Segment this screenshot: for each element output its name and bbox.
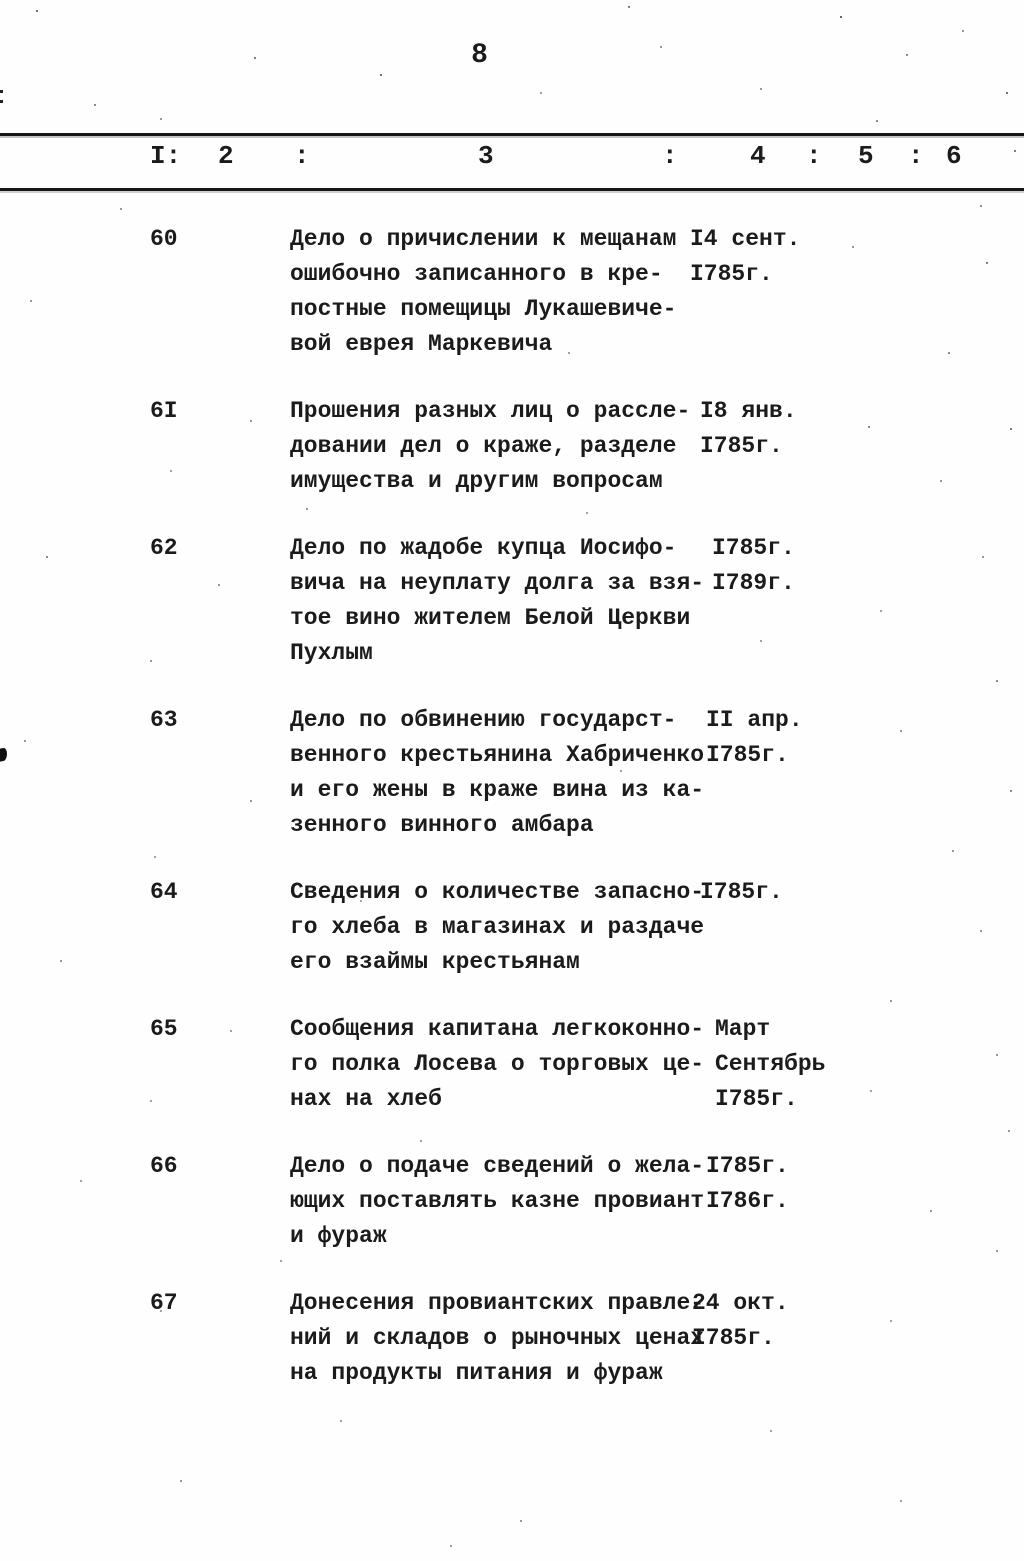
column-separator: : xyxy=(294,141,310,171)
scan-artifact xyxy=(0,90,3,93)
date-line: I785г. xyxy=(706,1153,789,1179)
date-line: I785г. xyxy=(712,535,795,561)
entry-dates xyxy=(712,531,795,601)
entry-description xyxy=(290,703,720,843)
entry-description xyxy=(290,531,720,671)
description-line: довании дел о краже, разделе xyxy=(290,433,677,459)
entry-number: 60 xyxy=(150,226,178,252)
description-line: Сообщения капитана легкоконно- xyxy=(290,1016,705,1042)
entry-description xyxy=(290,222,720,362)
date-line: 24 окт. xyxy=(692,1290,789,1316)
description-line: на продукты питания и фураж xyxy=(290,1360,663,1386)
table-row xyxy=(0,1012,1024,1117)
description-line: тое вино жителем Белой Церкви xyxy=(290,605,691,631)
description-line: и его жены в краже вина из ка- xyxy=(290,777,705,803)
table-row xyxy=(0,394,1024,499)
description-line: го хлеба в магазинах и раздаче xyxy=(290,914,705,940)
description-line: ющих поставлять казне провиант xyxy=(290,1188,705,1214)
description-line: Сведения о количестве запасно- xyxy=(290,879,705,905)
description-line: вой еврея Маркевича xyxy=(290,331,553,357)
description-line: Прошения разных лиц о рассле- xyxy=(290,398,691,424)
description-line: венного крестьянина Хабриченко xyxy=(290,742,705,768)
description-line: его взаймы крестьянам xyxy=(290,949,580,975)
column-header-2: 2 xyxy=(218,141,234,171)
table-header-top-rule xyxy=(0,133,1024,136)
entry-description xyxy=(290,875,720,980)
entry-number: 66 xyxy=(150,1153,178,1179)
date-line: I789г. xyxy=(712,570,795,596)
description-line: Дело по жадобе купца Иосифо- xyxy=(290,535,677,561)
entry-number: 62 xyxy=(150,535,178,561)
entries xyxy=(0,190,1024,1391)
entry-description xyxy=(290,1012,720,1117)
entry-description xyxy=(290,1149,720,1254)
page-number: 8 xyxy=(471,40,489,71)
table-row xyxy=(0,222,1024,362)
date-line: II апр. xyxy=(706,707,803,733)
entry-number: 64 xyxy=(150,879,178,905)
entry-number: 65 xyxy=(150,1016,178,1042)
description-line: го полка Лосева о торговых це- xyxy=(290,1051,705,1077)
table-row xyxy=(0,703,1024,843)
column-header-4: 4 xyxy=(750,141,766,171)
column-header-3: 3 xyxy=(478,141,494,171)
date-line: Март xyxy=(715,1016,771,1042)
entry-dates xyxy=(706,703,803,773)
table-row xyxy=(0,875,1024,980)
column-header-5: 5 xyxy=(858,141,874,171)
description-line: ний и складов о рыночных ценах xyxy=(290,1325,705,1351)
description-line: постные помещицы Лукашевиче- xyxy=(290,296,677,322)
date-line: Сентябрь xyxy=(715,1051,826,1077)
date-line: I785г. xyxy=(706,742,789,768)
description-line: зенного винного амбара xyxy=(290,812,594,838)
entry-dates xyxy=(700,394,797,464)
description-line: и фураж xyxy=(290,1223,387,1249)
column-header-6: 6 xyxy=(946,141,962,171)
entry-dates xyxy=(690,222,800,292)
column-header-1: I: xyxy=(150,141,182,171)
table-row xyxy=(0,1149,1024,1254)
table-row xyxy=(0,1286,1024,1391)
description-line: Дело о подаче сведений о жела- xyxy=(290,1153,705,1179)
description-line: Дело о причислении к мещанам xyxy=(290,226,677,252)
description-line: Донесения провиантских правле- xyxy=(290,1290,705,1316)
date-line: I4 сент. xyxy=(690,226,801,252)
table-row xyxy=(0,531,1024,671)
date-line: I785г. xyxy=(715,1086,798,1112)
date-line: I785г. xyxy=(692,1325,775,1351)
entry-description xyxy=(290,394,720,499)
entry-description xyxy=(290,1286,720,1391)
date-line: I785г. xyxy=(700,879,783,905)
column-separator: : xyxy=(662,141,678,171)
description-line: вича на неуплату долга за взя- xyxy=(290,570,705,596)
scan-noise xyxy=(0,0,2,2)
description-line: ошибочно записанного в кре- xyxy=(290,261,663,287)
description-line: Дело по обвинению государст- xyxy=(290,707,677,733)
entry-dates xyxy=(700,875,783,910)
date-line: I786г. xyxy=(706,1188,789,1214)
column-separator: : xyxy=(908,141,924,171)
entry-number: 6I xyxy=(150,398,178,424)
description-line: Пухлым xyxy=(290,640,373,666)
description-line: нах на хлеб xyxy=(290,1086,442,1112)
entry-number: 67 xyxy=(150,1290,178,1316)
date-line: I8 янв. xyxy=(700,398,797,424)
column-separator: : xyxy=(806,141,822,171)
date-line: I785г. xyxy=(690,261,773,287)
entry-dates xyxy=(706,1149,789,1219)
entry-dates xyxy=(715,1012,825,1117)
description-line: имущества и другим вопросам xyxy=(290,468,663,494)
entry-dates xyxy=(692,1286,789,1356)
entry-number: 63 xyxy=(150,707,178,733)
date-line: I785г. xyxy=(700,433,783,459)
